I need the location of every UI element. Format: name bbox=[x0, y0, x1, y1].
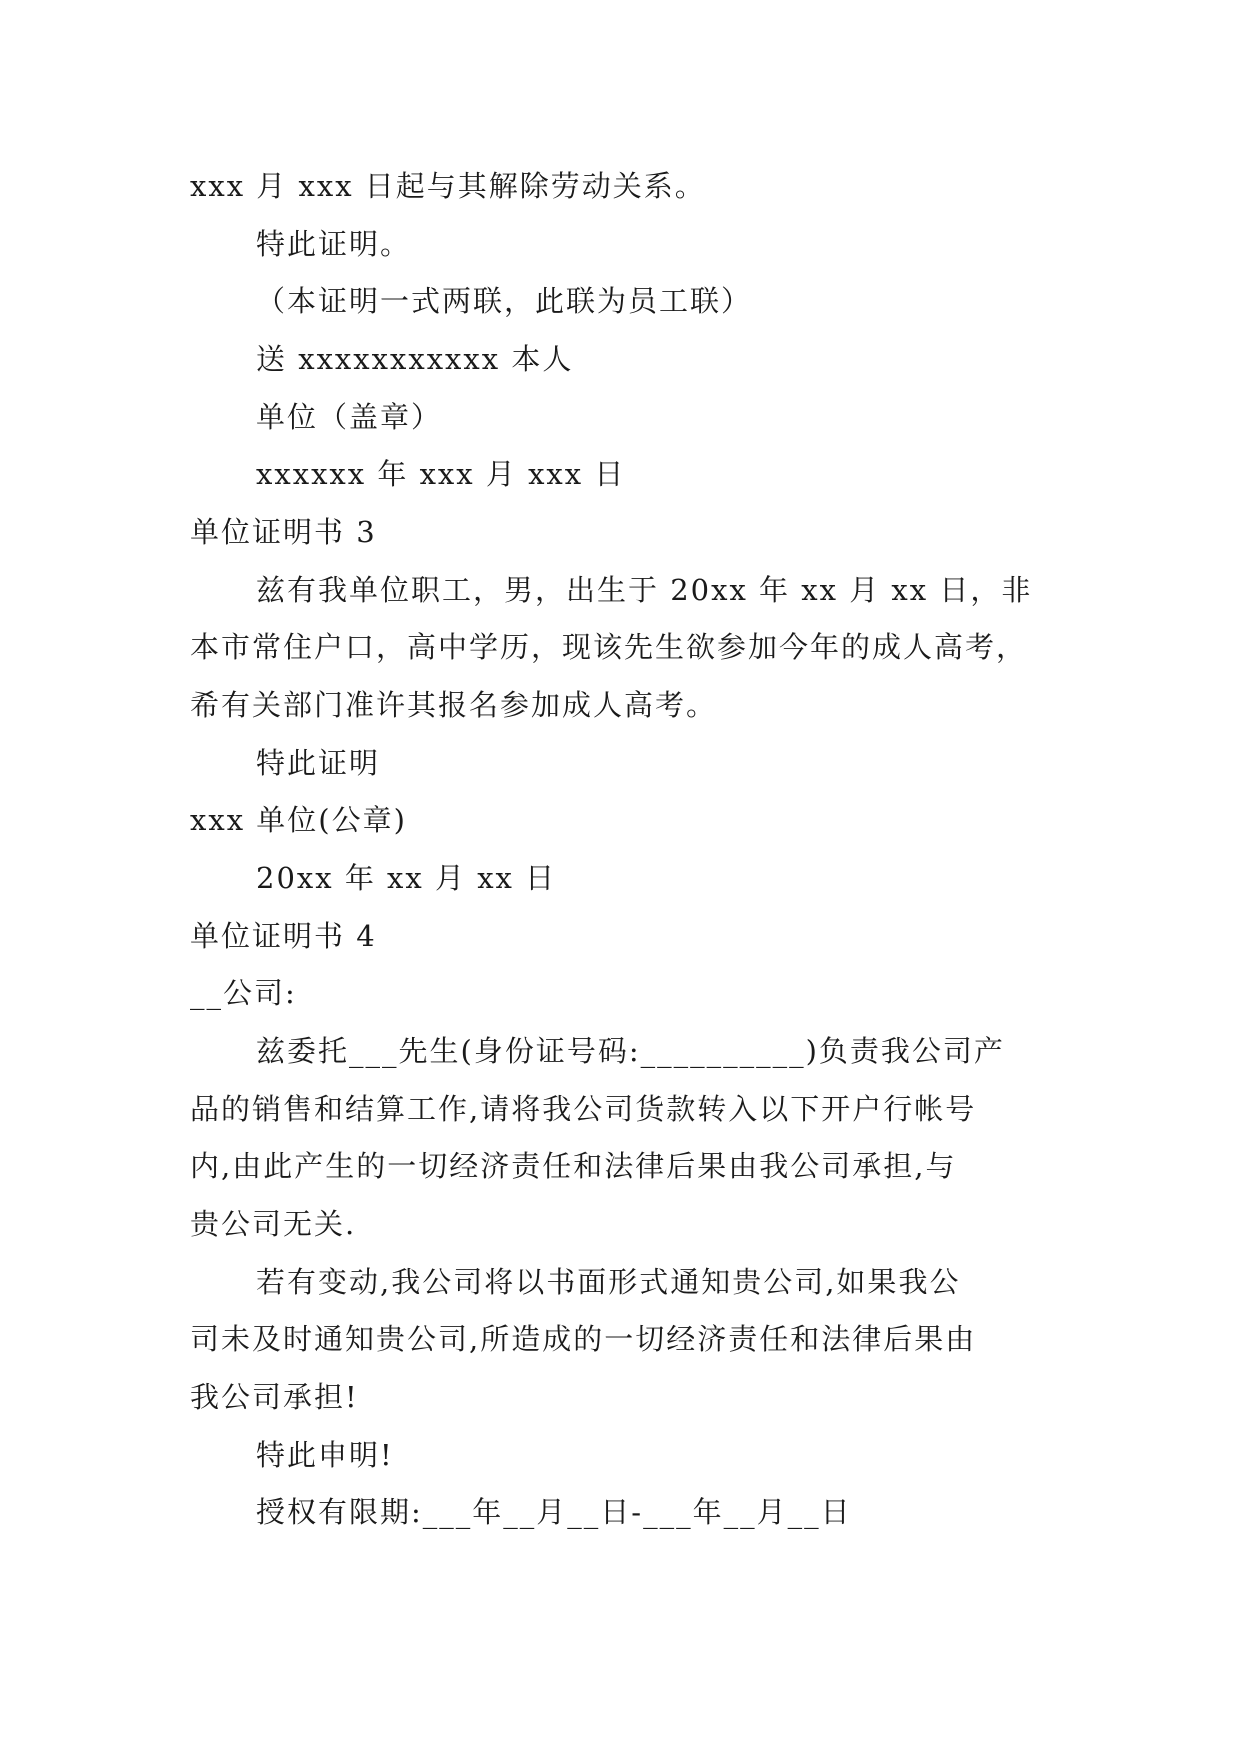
body-text-line: 若有变动,我公司将以书面形式通知贵公司,如果我公 bbox=[256, 1265, 961, 1299]
body-text-line: 兹有我单位职工，男，出生于 20xx 年 xx 月 xx 日，非 bbox=[256, 573, 1033, 607]
body-text-line: 本市常住户口，高中学历，现该先生欲参加今年的成人高考， bbox=[190, 630, 1028, 664]
closing-statement: 特此证明。 bbox=[256, 227, 412, 261]
body-text-line: 贵公司无关. bbox=[190, 1207, 357, 1241]
body-text-line: 希有关部门准许其报名参加成人高考。 bbox=[190, 688, 718, 722]
validity-period-line: 授权有限期:___年__月__日-___年__月__日 bbox=[256, 1495, 852, 1529]
closing-statement: 特此申明! bbox=[256, 1438, 394, 1472]
body-text-line: xxx 月 xxx 日起与其解除劳动关系。 bbox=[190, 169, 706, 203]
date-line: 20xx 年 xx 月 xx 日 bbox=[256, 861, 557, 895]
body-text-line: 我公司承担! bbox=[190, 1380, 359, 1414]
recipient-line: 送 xxxxxxxxxxx 本人 bbox=[256, 342, 574, 376]
signature-line: xxx 单位(公章) bbox=[190, 803, 407, 837]
section-heading: 单位证明书 4 bbox=[190, 919, 377, 953]
copy-note: （本证明一式两联，此联为员工联） bbox=[256, 284, 753, 318]
body-text-line: 兹委托___先生(身份证号码:__________)负责我公司产 bbox=[256, 1034, 1005, 1068]
body-text-line: 内,由此产生的一切经济责任和法律后果由我公司承担,与 bbox=[190, 1149, 957, 1183]
body-text-line: 司未及时通知贵公司,所造成的一切经济责任和法律后果由 bbox=[190, 1322, 977, 1356]
section-heading: 单位证明书 3 bbox=[190, 515, 377, 549]
signature-line: 单位（盖章） bbox=[256, 400, 443, 434]
date-line: xxxxxx 年 xxx 月 xxx 日 bbox=[256, 457, 626, 491]
closing-statement: 特此证明 bbox=[256, 746, 381, 780]
body-text-line: 品的销售和结算工作,请将我公司货款转入以下开户行帐号 bbox=[190, 1092, 977, 1126]
addressee-line: __公司: bbox=[190, 976, 297, 1010]
